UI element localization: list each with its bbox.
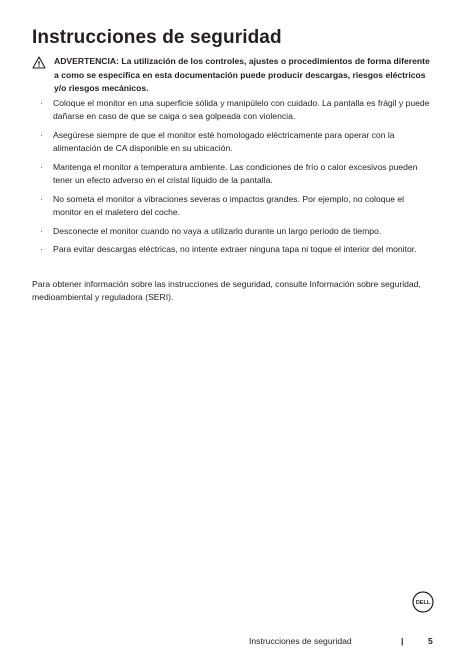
bullet-icon: · bbox=[40, 225, 43, 236]
list-item-text: Desconecte el monitor cuando no vaya a utilizarlo durante un largo periodo de tiempo. bbox=[53, 225, 382, 236]
list-item-text: Mantenga el monitor a temperatura ambiente. Las condiciones de frío o calor excesivos pueden tener un efecto adverso en el cristal líquido de la pantalla. bbox=[53, 161, 418, 186]
closing-paragraph: Para obtener información sobre las instrucciones de seguridad, consulte Información sobre seguridad, medioambiental y reguladora (SERI). bbox=[32, 279, 421, 303]
bullet-icon: · bbox=[40, 129, 43, 140]
list-item-text: Coloque el monitor en una superficie sólida y manipúlelo con cuidado. La pantalla es frágil y puede dañarse en caso de que se caiga o sea golpeada con violencia. bbox=[53, 98, 430, 122]
footer-title: Instrucciones de seguridad bbox=[249, 636, 352, 646]
logo-text: DELL bbox=[415, 600, 431, 606]
list-item bbox=[32, 97, 434, 123]
bullet-icon: · bbox=[40, 98, 43, 108]
page-title: Instrucciones de seguridad bbox=[32, 27, 282, 48]
list-item-text: No someta el monitor a vibraciones severas o impactos grandes. Por ejemplo, no coloque el monitor en el maletero del coche. bbox=[53, 193, 405, 217]
list-item bbox=[32, 243, 434, 256]
list-item bbox=[32, 161, 434, 187]
list-item-text: Asegúrese siempre de que el monitor esté homologado eléctricamente para operar con la alimentación de CA disponible en su ubicación. bbox=[53, 129, 395, 154]
page-number: 5 bbox=[428, 636, 433, 646]
footer-separator: | bbox=[401, 636, 404, 646]
warning-notice bbox=[32, 55, 432, 96]
safety-list bbox=[32, 97, 434, 262]
bullet-icon: · bbox=[40, 244, 43, 255]
list-item-text: Para evitar descargas eléctricas, no intente extraer ninguna tapa ni toque el interior del monitor. bbox=[53, 244, 417, 255]
list-item bbox=[32, 193, 434, 219]
dell-logo bbox=[412, 591, 434, 613]
warning-triangle-icon bbox=[32, 56, 46, 69]
list-item bbox=[32, 225, 434, 238]
warning-text: ADVERTENCIA: La utilización de los controles, ajustes o procedimientos de forma diferente a como se especifica en esta documentación puede producir descargas, riesgos eléctricos y/o riesgos mecánicos. bbox=[54, 56, 430, 93]
bullet-icon: · bbox=[40, 193, 43, 204]
bullet-icon: · bbox=[40, 161, 43, 172]
list-item bbox=[32, 129, 434, 155]
